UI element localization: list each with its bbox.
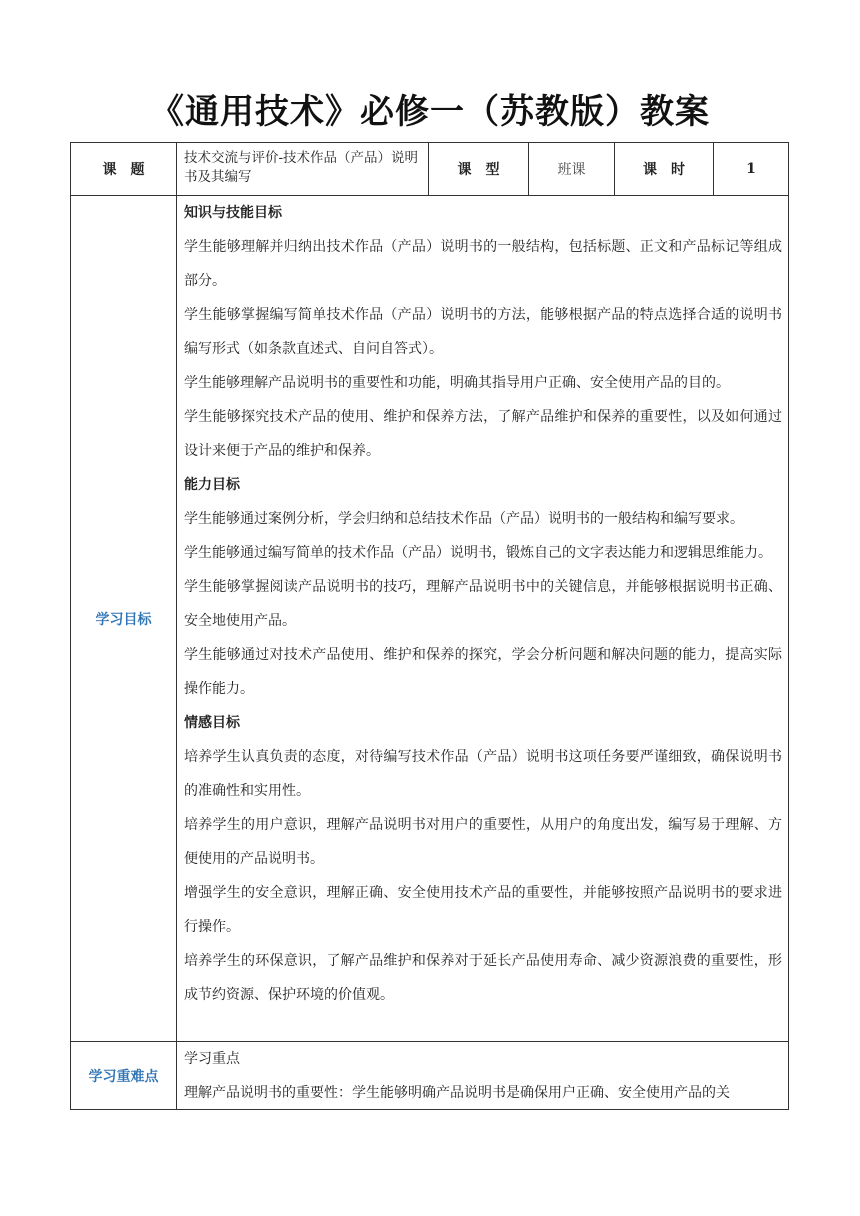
hours-value: 1 — [746, 161, 756, 177]
goals-item: 学生能够通过编写简单的技术作品（产品）说明书，锻炼自己的文字表达能力和逻辑思维能力。 — [184, 545, 772, 561]
document-title: 《通用技术》必修一（苏教版）教案 — [150, 92, 710, 132]
type-label: 课 型 — [457, 162, 500, 178]
goals-item: 学生能够掌握阅读产品说明书的技巧，理解产品说明书中的关键信息，并能够根据说明书正确、安全地使用产品。 — [184, 579, 782, 629]
goals-section-heading: 知识与技能目标 — [184, 205, 282, 221]
goals-section-heading: 情感目标 — [184, 715, 240, 731]
goals-item: 学生能够理解产品说明书的重要性和功能，明确其指导用户正确、安全使用产品的目的。 — [184, 375, 730, 391]
goals-item: 学生能够探究技术产品的使用、维护和保养方法，了解产品维护和保养的重要性，以及如何通过设计来便于产品的维护和保养。 — [184, 409, 782, 459]
goals-item: 培养学生的环保意识，了解产品维护和保养对于延长产品使用寿命、减少资源浪费的重要性，形成节约资源、保护环境的价值观。 — [184, 953, 782, 1003]
key-points-item: 理解产品说明书的重要性：学生能够明确产品说明书是确保用户正确、安全使用产品的关 — [184, 1085, 730, 1101]
hours-label: 课 时 — [643, 162, 685, 178]
key-points-label: 学习重难点 — [88, 1068, 159, 1085]
goals-item: 学生能够通过对技术产品使用、维护和保养的探究，学会分析问题和解决问题的能力，提高实际操作能力。 — [184, 647, 782, 697]
goals-item: 培养学生的用户意识，理解产品说明书对用户的重要性，从用户的角度出发，编写易于理解、方便使用的产品说明书。 — [184, 817, 782, 867]
table-label-column-divider — [176, 142, 177, 1110]
key-points-content — [184, 1042, 788, 1110]
type-value: 班课 — [557, 162, 586, 178]
goals-item: 学生能够理解并归纳出技术作品（产品）说明书的一般结构，包括标题、正文和产品标记等组成部分。 — [184, 239, 782, 289]
goals-item: 学生能够通过案例分析，学会归纳和总结技术作品（产品）说明书的一般结构和编写要求。 — [184, 511, 744, 527]
goals-item: 学生能够掌握编写简单技术作品（产品）说明书的方法，能够根据产品的特点选择合适的说明书编写形式（如条款直述式、自问自答式）。 — [184, 307, 782, 357]
goals-item: 培养学生认真负责的态度，对待编写技术作品（产品）说明书这项任务要严谨细致，确保说明书的准确性和实用性。 — [184, 749, 782, 799]
goals-item: 增强学生的安全意识，理解正确、安全使用技术产品的重要性，并能够按照产品说明书的要求进行操作。 — [184, 885, 782, 935]
goals-content — [184, 196, 782, 1012]
table-border-right — [788, 142, 789, 1110]
key-points-heading: 学习重点 — [184, 1051, 240, 1067]
goals-label: 学习目标 — [95, 611, 152, 628]
goals-section-heading: 能力目标 — [184, 477, 240, 493]
topic-value: 技术交流与评价-技术作品（产品）说明书及其编写 — [184, 150, 419, 185]
topic-label: 课 题 — [102, 162, 145, 178]
